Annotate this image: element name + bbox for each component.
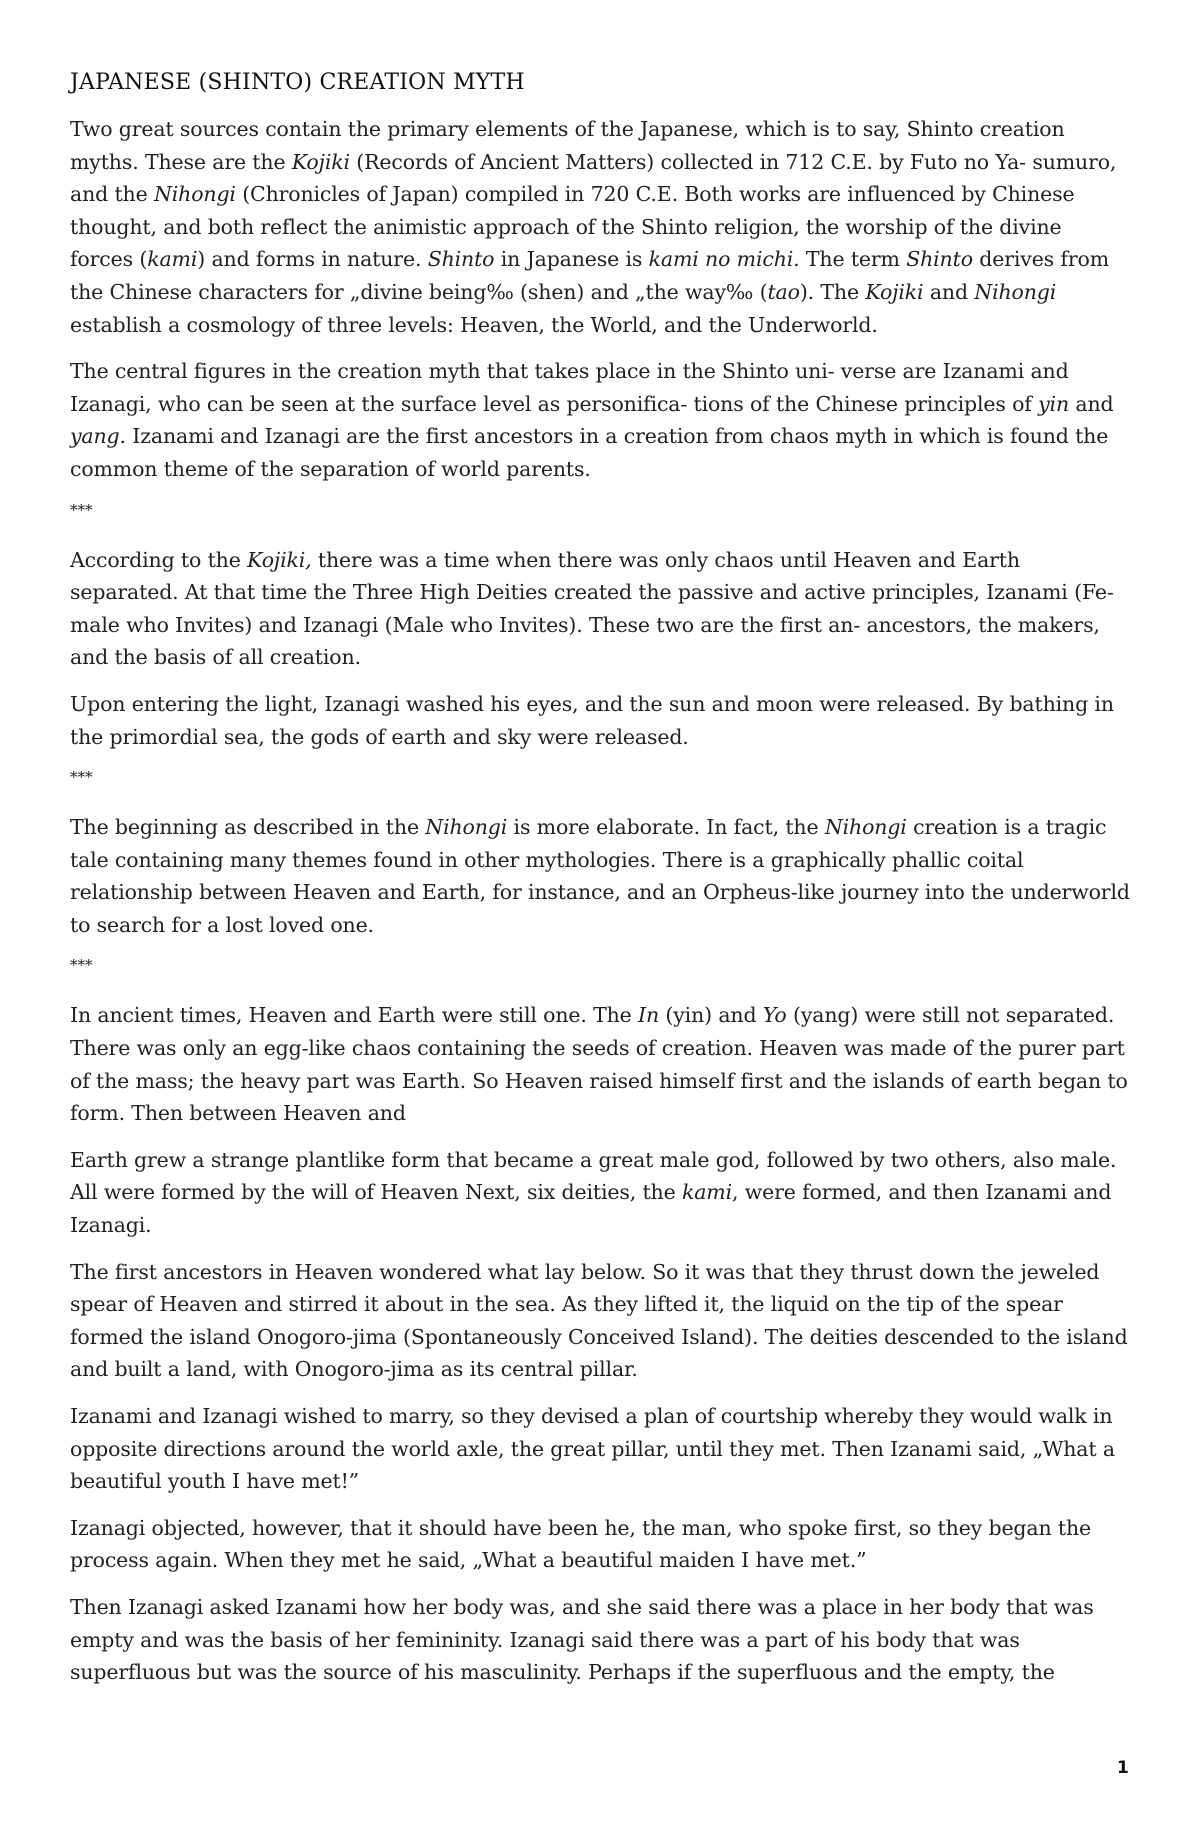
paragraph-izanagi-objected: Izanagi objected, however, that it should have been he, the man, who spoke first, so they began the process again. When they met he said, „What a beautiful maiden I have met.” — [70, 1515, 1092, 1573]
paragraph-kojiki — [70, 544, 1130, 674]
italic-term: kami — [681, 1180, 732, 1205]
text-run: , were formed, and then Izanami and Izanagi. — [70, 1180, 1112, 1238]
section-separator: *** — [70, 956, 93, 975]
page-number: 1 — [1117, 1758, 1129, 1778]
text-run: and — [923, 279, 975, 304]
text-run: Two great sources contain the primary elements of the Japanese, which is to say, Shinto creation myths. These are the — [70, 117, 1065, 174]
section-separator: *** — [70, 500, 93, 519]
section-separator: *** — [70, 768, 93, 787]
text-run: ). The — [799, 279, 866, 304]
italic-term: Nihongi — [425, 815, 508, 840]
italic-term: Shinto — [427, 247, 495, 272]
paragraph-central-figures — [70, 355, 1130, 485]
paragraph-sources — [70, 113, 1130, 341]
italic-term: Nihongi — [824, 815, 907, 840]
paragraph-first-ancestors: The first ancestors in Heaven wondered what lay below. So it was that they thrust down the jeweled spear of Heaven and stirred it about in the sea. As they lifted it, the liquid on the tip of the spear formed the island Onogoro-jima (Spontaneously Conceived Island). The deities descended to the island and built a land, with Onogoro-jima as its central pillar. — [70, 1259, 1128, 1382]
italic-term: kami — [147, 247, 198, 272]
text-run: establish a cosmology of three levels: Heaven, the World, and the Underworld. — [70, 312, 878, 337]
text-run: is more elaborate. In fact, the — [507, 815, 825, 840]
paragraph-bodies: Then Izanagi asked Izanami how her body was, and she said there was a place in her body that was empty and was the basis of her femininity. Izanagi said there was a part of his body that was superfluous but was the source of his masculinity. Perhaps if the superfluous and the empty, the — [70, 1594, 1094, 1685]
paragraph-nihongi — [70, 811, 1130, 941]
italic-term: Kojiki, — [247, 547, 312, 572]
document-title: JAPANESE (SHINTO) CREATION MYTH — [70, 70, 525, 95]
text-run: in Japanese is — [494, 247, 649, 272]
document-page — [70, 62, 1130, 1703]
text-run: and — [1069, 391, 1114, 416]
italic-term: Shinto — [906, 247, 973, 272]
italic-term: kami no michi. — [648, 247, 800, 272]
text-run: ) and forms in nature. — [197, 247, 428, 272]
italic-term: Nihongi — [974, 279, 1057, 304]
paragraph-ancient-times — [70, 999, 1130, 1129]
text-run: The beginning as described in the — [70, 815, 426, 840]
text-run: Earth grew a strange plantlike form that became a great male god, followed by two others, also male. All were formed by the will of Heaven Next, six deities, the — [70, 1147, 1117, 1205]
italic-term: In — [638, 1003, 660, 1028]
text-run: (Records of Ancient Matters) collected in 712 C.E. by Futo no Ya- sumuro, and the — [70, 149, 1117, 207]
text-run: The central figures in the creation myth that takes place in the Shinto uni- verse are Izanami and Izanagi, who can be seen at the surface level as personifica- tions of the Chinese principles of — [70, 359, 1069, 416]
text-run: (yang) were still not separated. There was only an egg-like chaos containing the seeds of creation. Heaven was made of the purer part of the mass; the heavy part was Earth. So Heaven raised himself first and the islands of earth began to form. Then between Heaven and — [70, 1003, 1128, 1126]
paragraph-courtship: Izanami and Izanagi wished to marry, so they devised a plan of courtship whereby they would walk in opposite directions around the world axle, the great pillar, until they met. Then Izanami said, „What a beautiful youth I have met!” — [70, 1404, 1115, 1494]
paragraph-light: Upon entering the light, Izanagi washed his eyes, and the sun and moon were released. By bathing in the primordial sea, the gods of earth and sky were released. — [70, 691, 1114, 749]
text-run: (yin) and — [659, 1003, 763, 1028]
text-run: derives from the Chinese characters for „divine being‰ (shen) and „the way‰ ( — [70, 247, 1109, 304]
italic-term: Yo — [762, 1003, 787, 1028]
paragraph-earth-grew — [70, 1144, 1130, 1242]
italic-term: Kojiki — [291, 149, 350, 174]
italic-term: Nihongi — [153, 182, 236, 207]
text-run: (Chronicles of Japan) compiled in 720 C.E. Both works are influenced by Chinese thought, and both reflect the animistic approach of the Shinto religion, the worship of the divine forces ( — [70, 182, 1075, 272]
text-run: creation is a tragic tale containing many themes found in other mythologies. There is a graphically phallic coital relationship between Heaven and Earth, for instance, and an Orpheus-like journey into the underworld to search for a lost loved one. — [70, 815, 1130, 937]
italic-term: yin — [1038, 391, 1069, 416]
text-run: there was a time when there was only chaos until Heaven and Earth separated. At that time the Three High Deities created the passive and active principles, Izanami (Fe- male who Invites) and Izanagi (Male who Invites). These two are the first an- ancestors, the makers, and the basis of all creation. — [70, 547, 1114, 670]
italic-term: Kojiki — [865, 279, 924, 304]
text-run: The term — [799, 247, 907, 272]
text-run: Izanami and Izanagi are the first ancestors in a creation from chaos myth in which is found the common theme of the separation of world parents. — [70, 424, 1109, 481]
text-run: According to the — [70, 547, 248, 572]
italic-term: yang. — [70, 424, 126, 449]
text-run: In ancient times, Heaven and Earth were still one. The — [70, 1003, 639, 1028]
italic-term: tao — [767, 279, 800, 304]
